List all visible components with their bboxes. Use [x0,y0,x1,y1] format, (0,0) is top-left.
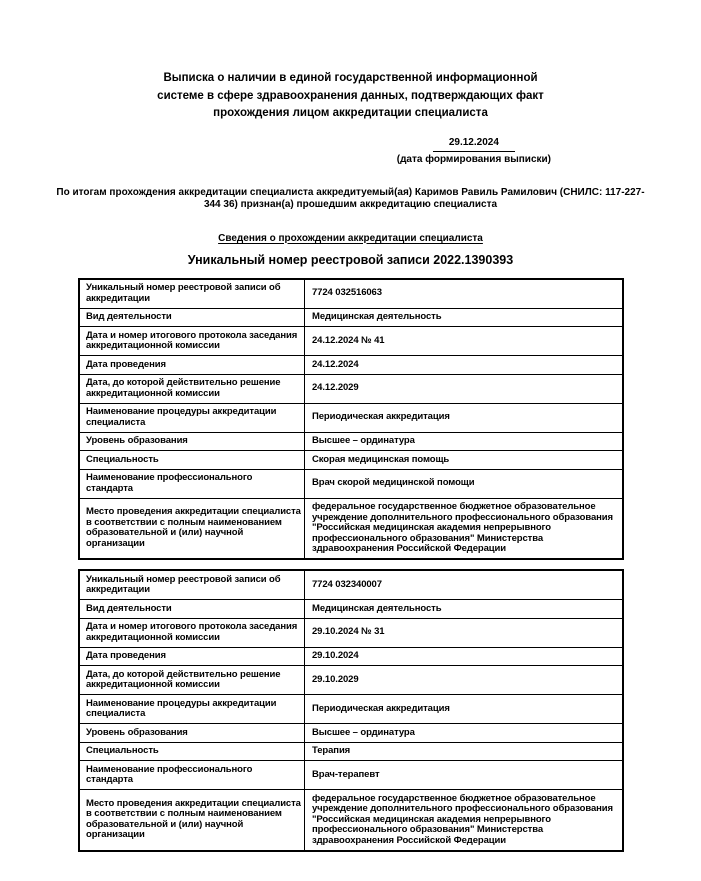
accreditation-table-2 [78,569,624,852]
row-value: 29.10.2024 [305,647,624,666]
row-label: Дата, до которой действительно решение аккредитационной комиссии [79,374,305,403]
accreditation-table-1 [78,278,624,561]
row-value: 7724 032516063 [305,279,624,309]
table-row [79,327,623,356]
row-value: Скорая медицинская помощь [305,451,624,470]
row-label: Наименование процедуры аккредитации специалиста [79,403,305,432]
row-label: Наименование процедуры аккредитации специалиста [79,695,305,724]
intro-line: По итогам прохождения аккредитации специалиста аккредитуемый(ая) Каримов Равиль Рамилович (СНИЛС: 117-227- [56,186,645,198]
table-row [79,570,623,600]
intro-paragraph [0,187,701,212]
row-label: Специальность [79,742,305,761]
row-value: 29.10.2029 [305,666,624,695]
table-row [79,498,623,559]
table-row [79,279,623,309]
row-label: Специальность [79,451,305,470]
row-value: Терапия [305,742,624,761]
row-label: Дата и номер итогового протокола заседания аккредитационной комиссии [79,618,305,647]
document-title-line: системе в сфере здравоохранения данных, подтверждающих факт [157,89,544,102]
generation-date-block [397,137,551,166]
table-row [79,666,623,695]
row-label: Место проведения аккредитации специалиста в соответствии с полным наименованием образовательной и (или) научной организации [79,790,305,851]
row-value: Периодическая аккредитация [305,403,624,432]
row-value: 24.12.2024 [305,356,624,375]
table-row [79,742,623,761]
row-label: Дата и номер итогового протокола заседания аккредитационной комиссии [79,327,305,356]
table-row [79,403,623,432]
row-label: Наименование профессионального стандарта [79,761,305,790]
row-label: Уровень образования [79,724,305,743]
table-row [79,618,623,647]
table-row [79,790,623,851]
table-row [79,761,623,790]
row-value: Периодическая аккредитация [305,695,624,724]
row-value: 24.12.2024 № 41 [305,327,624,356]
table-row [79,374,623,403]
table-row [79,432,623,451]
row-label: Уровень образования [79,432,305,451]
row-value: Медицинская деятельность [305,600,624,619]
row-value: 24.12.2029 [305,374,624,403]
accreditation-table-2-body [79,570,623,851]
table-row [79,600,623,619]
row-value: Врач-терапевт [305,761,624,790]
table-row [79,308,623,327]
document-title-line: прохождения лицом аккредитации специалиста [213,107,488,119]
registry-number-heading: Уникальный номер реестровой записи 2022.1390393 [187,252,514,267]
document-title [0,0,701,123]
table-row [79,356,623,375]
generation-date: 29.12.2024 [433,137,515,152]
row-value: федеральное государственное бюджетное образовательное учреждение дополнительного профессионального образования "Российская медицинская академия непрерывного профессионального образования" Министерства здравоохранения Российской Федерации [305,790,624,851]
row-value: 29.10.2024 № 31 [305,618,624,647]
table-row [79,695,623,724]
row-label: Дата, до которой действительно решение аккредитационной комиссии [79,666,305,695]
row-label: Уникальный номер реестровой записи об аккредитации [79,570,305,600]
row-value: Врач скорой медицинской помощи [305,469,624,498]
row-label: Наименование профессионального стандарта [79,469,305,498]
row-label: Уникальный номер реестровой записи об аккредитации [79,279,305,309]
accreditation-table-1-body [79,279,623,560]
row-value: Высшее – ординатура [305,724,624,743]
table-row [79,647,623,666]
row-value: федеральное государственное бюджетное образовательное учреждение дополнительного профессионального образования "Российская медицинская академия непрерывного профессионального образования" Министерства здравоохранения Российской Федерации [305,498,624,559]
row-label: Вид деятельности [79,308,305,327]
row-value: Медицинская деятельность [305,308,624,327]
row-label: Место проведения аккредитации специалиста в соответствии с полным наименованием образовательной и (или) научной организации [79,498,305,559]
intro-line: 344 36) признан(а) прошедшим аккредитацию специалиста [203,199,498,210]
table-row [79,469,623,498]
row-label: Дата проведения [79,356,305,375]
section-heading: Сведения о прохождении аккредитации специалиста [218,232,483,244]
row-label: Дата проведения [79,647,305,666]
row-value: Высшее – ординатура [305,432,624,451]
row-value: 7724 032340007 [305,570,624,600]
document-title-line: Выписка о наличии в единой государственной информационной [163,72,538,84]
table-row [79,724,623,743]
generation-date-caption: (дата формирования выписки) [396,153,551,165]
table-row [79,451,623,470]
row-label: Вид деятельности [79,600,305,619]
